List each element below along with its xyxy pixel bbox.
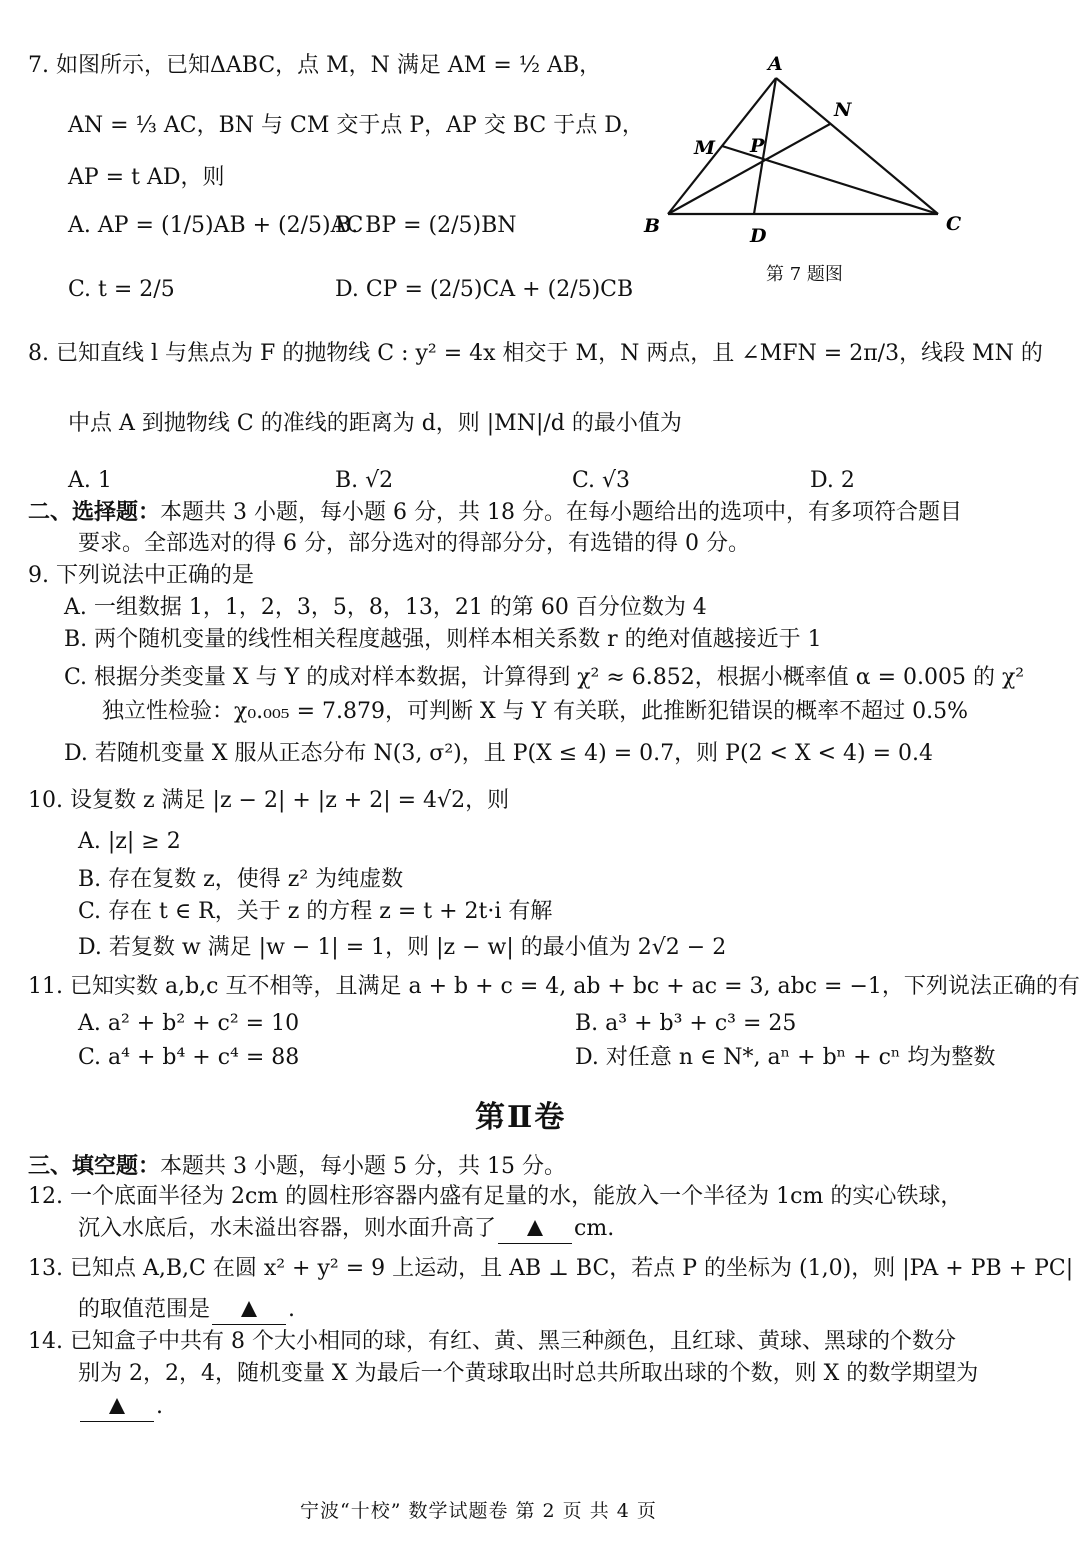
q7-option-c: C. t = 2/5 [68, 277, 175, 302]
q11-stem: 11. 已知实数 a,b,c 互不相等，且满足 a + b + c = 4, ab + bc + ac = 3, abc = −1，下列说法正确的有 [28, 974, 1080, 999]
q12-answer-blank[interactable] [498, 1215, 572, 1244]
q10-option-c: C. 存在 t ∈ R，关于 z 的方程 z = t + 2t·i 有解 [78, 899, 553, 924]
q13-answer-blank[interactable] [212, 1296, 286, 1325]
section2-text1: 本题共 3 小题，每小题 6 分，共 18 分。在每小题给出的选项中，有多项符合题目 [160, 500, 962, 525]
q8-line1: 8. 已知直线 l 与焦点为 F 的抛物线 C : y² = 4x 相交于 M，N 两点，且 ∠MFN = 2π/3，线段 MN 的 [28, 341, 1043, 366]
q14-period: . [156, 1394, 163, 1419]
q10-option-a: A. |z| ≥ 2 [78, 829, 181, 854]
q13-line2 [78, 1296, 295, 1325]
section3-line [28, 1152, 566, 1181]
q9-option-b: B. 两个随机变量的线性相关程度越强，则样本相关系数 r 的绝对值越接近于 1 [64, 627, 822, 652]
label-p: P [750, 135, 765, 157]
section2-text2: 要求。全部选对的得 6 分，部分选对的得部分分，有选错的得 0 分。 [78, 531, 750, 556]
label-d: D [750, 225, 767, 246]
q11-option-d: D. 对任意 n ∈ N*, aⁿ + bⁿ + cⁿ 均为整数 [575, 1045, 996, 1070]
q11-option-c: C. a⁴ + b⁴ + c⁴ = 88 [78, 1045, 300, 1070]
section3-heading: 三、填空题： [28, 1153, 161, 1179]
label-n: N [834, 99, 852, 121]
q7-line2: AN = ⅓ AC，BN 与 CM 交于点 P，AP 交 BC 于点 D， [68, 113, 644, 138]
triangle-icon [109, 1398, 125, 1414]
q9-option-a: A. 一组数据 1，1，2，3，5，8，13，21 的第 60 百分位数为 4 [64, 595, 707, 620]
q9-option-c1: C. 根据分类变量 X 与 Y 的成对样本数据，计算得到 χ² ≈ 6.852，根据小概率值 α = 0.005 的 χ² [64, 665, 1025, 690]
q7-option-d: D. CP = (2/5)CA + (2/5)CB [335, 277, 634, 302]
q7-triangle-figure [630, 46, 990, 246]
section3-text: 本题共 3 小题，每小题 5 分，共 15 分。 [160, 1154, 566, 1179]
q8-line2: 中点 A 到抛物线 C 的准线的距离为 d，则 |MN|/d 的最小值为 [68, 411, 682, 436]
q9-option-c2: 独立性检验：χ₀.₀₀₅ = 7.879，可判断 X 与 Y 有关联，此推断犯错误的概率不超过 0.5% [102, 699, 969, 724]
section2-heading: 二、选择题： [28, 499, 161, 525]
section2-line1 [28, 498, 962, 527]
q12-line2-text: 沉入水底后，水未溢出容器，则水面升高了 [78, 1216, 497, 1241]
q13-line1: 13. 已知点 A,B,C 在圆 x² + y² = 9 上运动，且 AB ⊥ BC，若点 P 的坐标为 (1,0)，则 |PA + PB + PC| [28, 1256, 1074, 1281]
segment-bn [668, 124, 830, 214]
q11-option-b: B. a³ + b³ + c³ = 25 [575, 1011, 797, 1036]
q8-option-c: C. √3 [572, 468, 631, 493]
page-footer: 宁波“十校” 数学试题卷 第 2 页 共 4 页 [300, 1500, 657, 1522]
q7-option-b: B. BP = (2/5)BN [335, 213, 517, 238]
q12-line1: 12. 一个底面半径为 2cm 的圆柱形容器内盛有足量的水，能放入一个半径为 1cm 的实心铁球， [28, 1184, 963, 1209]
q7-figure-caption: 第 7 题图 [766, 264, 843, 285]
q11-option-a: A. a² + b² + c² = 10 [78, 1011, 300, 1036]
q8-option-a: A. 1 [68, 468, 112, 493]
q14-line2: 别为 2，2，4，随机变量 X 为最后一个黄球取出时总共所取出球的个数，则 X 的数学期望为 [78, 1361, 979, 1386]
q8-option-b: B. √2 [335, 468, 394, 493]
q12-unit: cm. [574, 1216, 615, 1241]
part2-title: 第Ⅱ卷 [475, 1100, 567, 1135]
side-ac [776, 78, 938, 214]
q14-answer-blank[interactable] [80, 1393, 154, 1422]
q7-option-a: A. AP = (1/5)AB + (2/5)AC [68, 213, 364, 238]
q10-stem: 10. 设复数 z 满足 |z − 2| + |z + 2| = 4√2，则 [28, 788, 510, 813]
triangle-icon [527, 1220, 543, 1236]
q7-line3: AP = t AD，则 [68, 165, 225, 190]
q8-option-d: D. 2 [810, 468, 855, 493]
q9-option-d: D. 若随机变量 X 服从正态分布 N(3, σ²)，且 P(X ≤ 4) = 0.7，则 P(2 < X < 4) = 0.4 [64, 741, 934, 766]
q12-line2 [78, 1215, 614, 1244]
q7-line1: 7. 如图所示，已知ΔABC，点 M，N 满足 AM = ½ AB， [28, 53, 602, 78]
label-c: C [946, 213, 962, 235]
label-b: B [644, 215, 661, 237]
triangle-icon [241, 1301, 257, 1317]
q9-stem: 9. 下列说法中正确的是 [28, 563, 254, 588]
q14-line3 [78, 1393, 163, 1422]
label-a: A [768, 53, 783, 75]
q10-option-d: D. 若复数 w 满足 |w − 1| = 1，则 |z − w| 的最小值为 2√2 − 2 [78, 935, 727, 960]
q10-option-b: B. 存在复数 z，使得 z² 为纯虚数 [78, 867, 404, 892]
q13-period: . [288, 1297, 296, 1322]
label-m: M [694, 137, 716, 159]
q13-line2-text: 的取值范围是 [78, 1297, 211, 1322]
q14-line1: 14. 已知盒子中共有 8 个大小相同的球，有红、黄、黑三种颜色，且红球、黄球、黑球的个数分 [28, 1329, 956, 1354]
